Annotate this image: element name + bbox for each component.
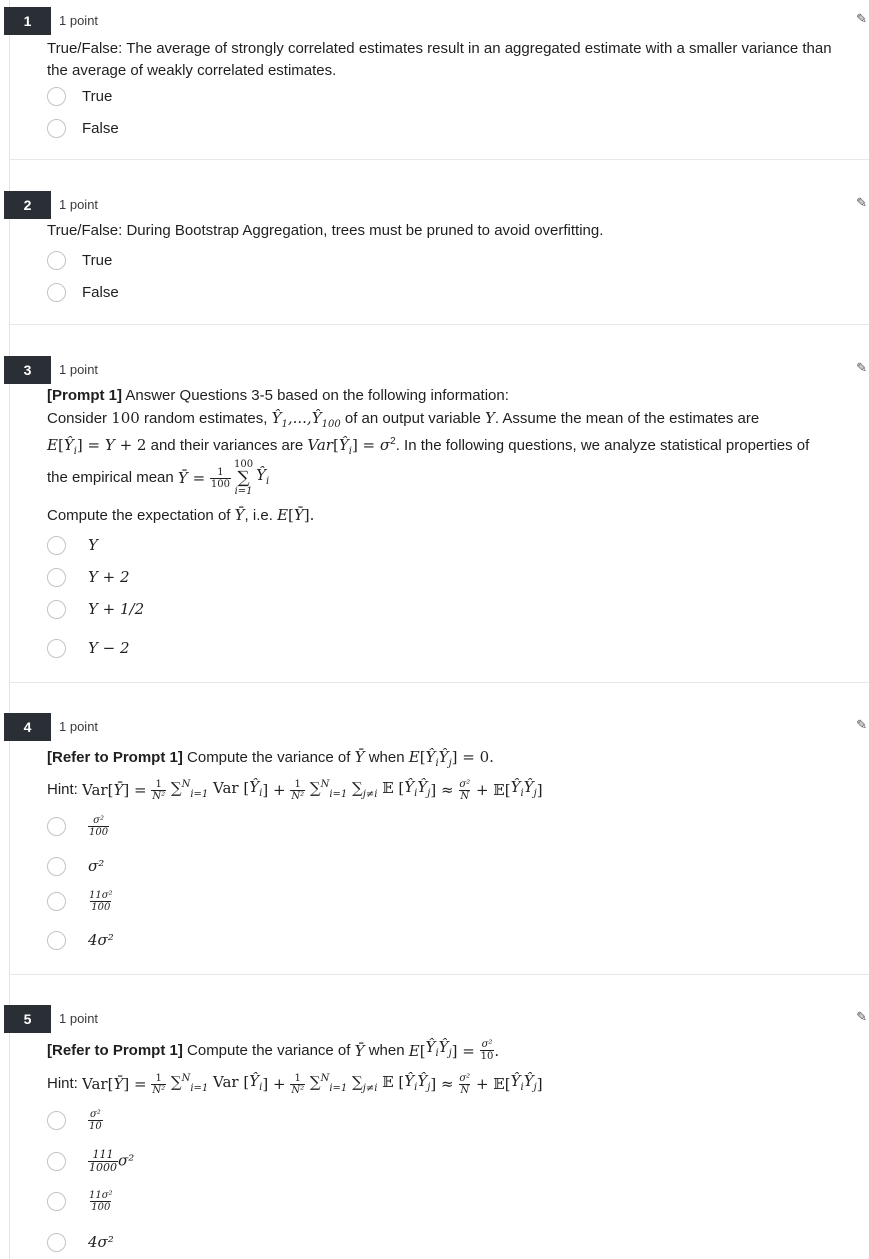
pin-icon[interactable]: ✎ <box>856 11 867 26</box>
radio-button[interactable] <box>47 931 66 950</box>
question-number: 4 <box>4 713 51 741</box>
option-1[interactable] <box>47 1108 103 1132</box>
divider <box>10 159 869 160</box>
option-2[interactable]: σ² <box>47 854 104 878</box>
option-2[interactable]: Y + 2 <box>47 565 130 589</box>
prompt-consider: Consider 100 random estimates, $Ŷ_1,...,Ŷ_{100}$ of an output variable Y. Assume the mean of the estimates are <box>47 409 760 430</box>
radio-button[interactable] <box>47 639 66 658</box>
question-text: True/False: During Bootstrap Aggregation, trees must be pruned to avoid overfitting. <box>47 222 604 239</box>
hint-formula: Hint: Var[ Ȳ ] = $\frac{1}{\text{N²}}$ ∑$^N_{i=1}$ Var [ $Ŷ_i$ ] + $\frac{1}{\text{N²}}$ ∑$^N_{i=1}$ $\sum_{j\ne i}$ 𝔼 [ $Ŷ_iŶ_j$ ] ≈ $\frac{\text{σ²}}{N}$ + 𝔼[ $Ŷ_iŶ_j$ ] <box>47 1071 543 1096</box>
question-number: 5 <box>4 1005 51 1033</box>
divider <box>10 974 869 975</box>
points-label: 1 point <box>59 1011 99 1026</box>
option-4[interactable]: 4σ² <box>47 1230 114 1254</box>
option-3[interactable] <box>47 889 114 913</box>
option-label: $\frac{\text{σ²}}{100}$ <box>89 814 109 838</box>
question-number: 1 <box>4 7 51 35</box>
option-label: $\frac{\text{σ²}}{10}$ <box>89 1108 102 1132</box>
option-label: $\frac{\text{11σ²}}{100}$ <box>89 889 113 913</box>
question-text: [Refer to Prompt 1] Compute the variance of Ȳ when E [ $Ŷ_iŶ_j$ ] = $\frac{\text{σ²}}{10}$ . <box>47 1038 500 1062</box>
option-2[interactable] <box>47 1149 134 1173</box>
radio-button[interactable] <box>47 817 66 836</box>
option-3[interactable] <box>47 1189 114 1213</box>
radio-button[interactable] <box>47 1152 66 1171</box>
prompt-intro: [Prompt 1] Answer Questions 3-5 based on the following information: <box>47 387 509 404</box>
divider <box>10 682 869 683</box>
pin-icon[interactable]: ✎ <box>856 1009 867 1024</box>
question-text: [Refer to Prompt 1] Compute the variance of Ȳ when $E[Ŷ_iŶ_j] = 0$. <box>47 748 494 769</box>
option-true[interactable]: True <box>47 248 112 272</box>
pin-icon[interactable]: ✎ <box>856 360 867 375</box>
option-3[interactable]: Y + 1/2 <box>47 597 144 621</box>
radio-button[interactable] <box>47 1111 66 1130</box>
radio-button[interactable] <box>47 283 66 302</box>
option-1[interactable] <box>47 814 109 838</box>
points-label: 1 point <box>59 362 99 377</box>
question-text: Compute the expectation of Ȳ, i.e. E[Ȳ]. <box>47 506 315 524</box>
option-1[interactable]: Y <box>47 533 98 557</box>
option-label: $\frac{111}{1000}$ σ² <box>89 1147 135 1174</box>
prompt-mean-variance: $E[Ŷ_i] = Y + 2$ and their variances are $Var[Ŷ_i] = \sigma^2$. In the following questions, we analyze statistical properties of <box>47 436 810 457</box>
pin-icon[interactable]: ✎ <box>856 195 867 210</box>
option-4[interactable]: 4σ² <box>47 928 114 952</box>
radio-button[interactable] <box>47 536 66 555</box>
radio-button[interactable] <box>47 568 66 587</box>
radio-button[interactable] <box>47 119 66 138</box>
radio-button[interactable] <box>47 87 66 106</box>
hint-formula: Hint: Var[ Ȳ ] = $\frac{1}{\text{N²}}$ ∑$^N_{i=1}$ Var [ $Ŷ_i$ ] + $\frac{1}{\text{N²}}$ ∑$^N_{i=1}$ $\sum_{j\ne i}$ 𝔼 [ $Ŷ_iŶ_j$ ] ≈ $\frac{\text{σ²}}{N}$ + 𝔼[ $Ŷ_iŶ_j$ ] <box>47 777 543 802</box>
question-number: 2 <box>4 191 51 219</box>
radio-button[interactable] <box>47 857 66 876</box>
option-4[interactable]: Y − 2 <box>47 636 130 660</box>
question-text: True/False: The average of strongly correlated estimates result in an aggregated estimate with a smaller variance than the average of weakly correlated estimates. <box>47 40 832 79</box>
divider <box>10 324 869 325</box>
radio-button[interactable] <box>47 1233 66 1252</box>
prompt-empirical-mean: the empirical mean Ȳ = $\frac{1}{100}$ 100 ∑ i=1 $Ŷ_i$ <box>47 459 270 497</box>
points-label: 1 point <box>59 719 99 734</box>
option-false[interactable]: False <box>47 116 119 140</box>
radio-button[interactable] <box>47 251 66 270</box>
radio-button[interactable] <box>47 600 66 619</box>
radio-button[interactable] <box>47 1192 66 1211</box>
option-true[interactable]: True <box>47 84 112 108</box>
radio-button[interactable] <box>47 892 66 911</box>
question-number: 3 <box>4 356 51 384</box>
points-label: 1 point <box>59 197 99 212</box>
option-label: $\frac{\text{11σ²}}{100}$ <box>89 1189 113 1213</box>
points-label: 1 point <box>59 13 99 28</box>
pin-icon[interactable]: ✎ <box>856 717 867 732</box>
left-border <box>9 0 10 1259</box>
option-false[interactable]: False <box>47 280 119 304</box>
